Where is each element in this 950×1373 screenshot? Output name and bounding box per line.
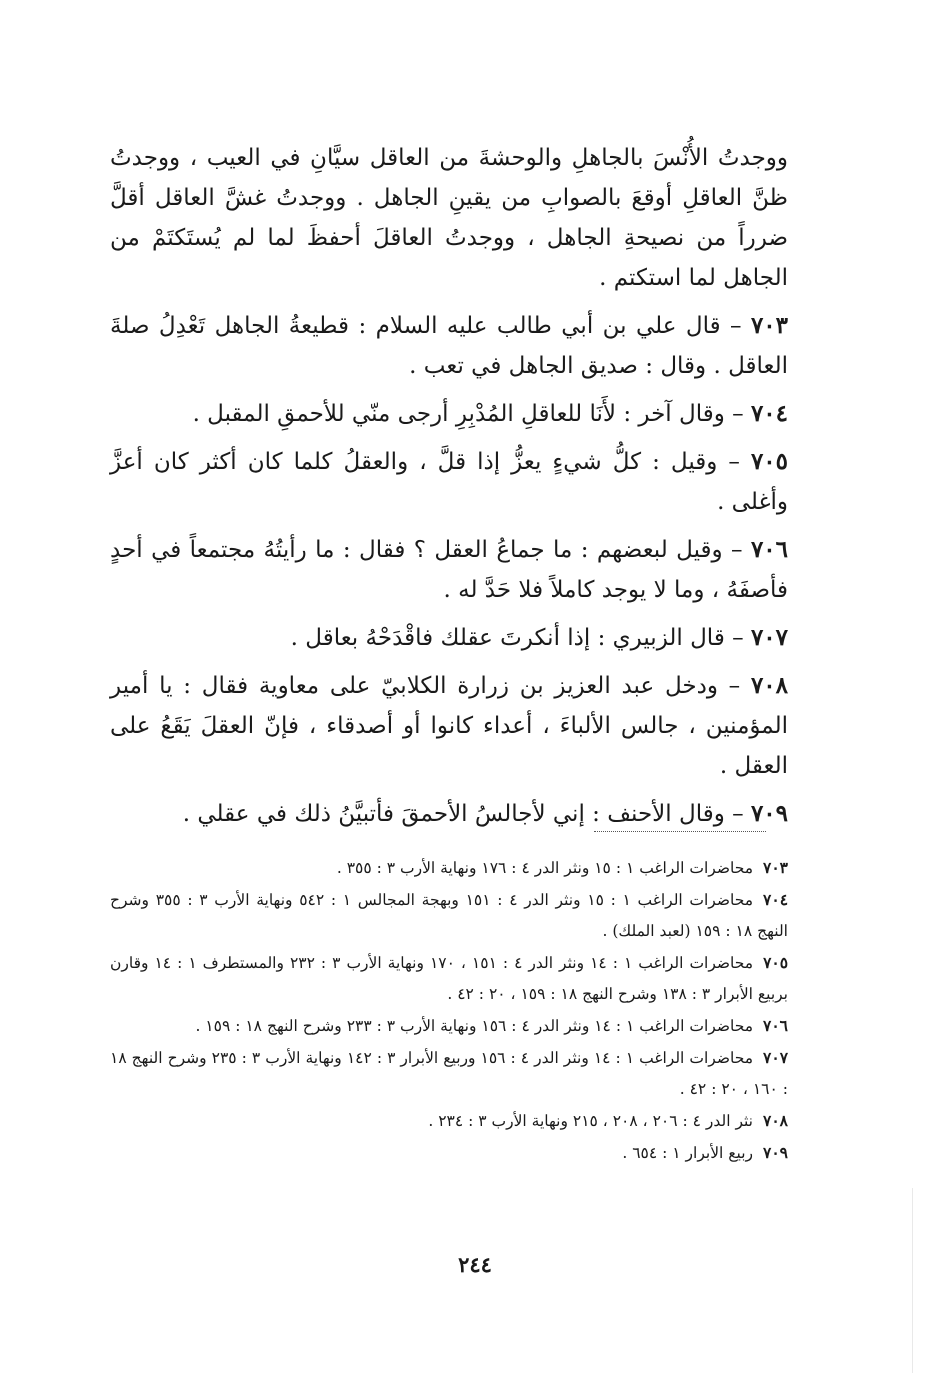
- page-number: ٢٤٤: [458, 1252, 492, 1277]
- footnote-text: محاضرات الراغب ١ : ١٤ ونثر الدر ٤ : ١٥١ ، ١٧٠ ونهاية الأرب ٣ : ٢٣٢ والمستطرف ١ : ١٤ وقارن بربيع الأبرار ٣ : ١٣٨ وشرح النهج ١٨ : ١٥٩ ، ٢٠ : ٤٢ .: [110, 954, 788, 1003]
- paragraph-704: [110, 394, 788, 434]
- paragraph-text: – وقيل لبعضهم : ما جماعُ العقل ؟ فقال : ما رأيتُهُ مجتمعاً في أحدٍ فأصفَهُ ، وما لا يوجد كاملاً فلا حَدَّ له .: [110, 537, 788, 603]
- paragraph-709: [110, 794, 788, 834]
- paragraph-intro: [110, 138, 788, 298]
- paragraph-text: ووجدتُ الأُنْسَ بالجاهلِ والوحشةَ من العاقل سيَّانِ في العيب ، ووجدتُ ظنَّ العاقلِ أوقعَ بالصوابِ من يقينِ الجاهل . ووجدتُ غشَّ العاقل أقلَّ ضرراً من نصيحةِ الجاهل ، ووجدتُ العاقلَ أحفظَ لما لم يُستَكتَمْ من الجاهل لما استكتم .: [110, 145, 788, 291]
- paragraph-703: [110, 306, 788, 386]
- footnote-number: ٧٠٤: [763, 890, 789, 909]
- paragraph-text: – قال الزبيري : إذا أنكرتَ عقلك فاقْدَحْهُ بعاقل .: [290, 625, 744, 651]
- footnote-number: ٧٠٩: [763, 1143, 788, 1162]
- footnote-number: ٧٠٥: [763, 953, 789, 972]
- entry-number: ٧٠٣: [750, 312, 788, 339]
- paragraph-708: [110, 666, 788, 786]
- footnote: [110, 1105, 788, 1137]
- paragraph-text: – وقيل : كلُّ شيءٍ يعزُّ إذا قلَّ ، والعقلُ كلما كان أكثر كان أعزَّ وأغلى .: [110, 449, 788, 515]
- footnote-text: ربيع الأبرار ١ : ٦٥٤ .: [622, 1144, 754, 1162]
- footnote-text: محاضرات الراغب ١ : ١٤ ونثر الدر ٤ : ١٥٦ ونهاية الأرب ٣ : ٢٣٣ وشرح النهج ١٨ : ١٥٩ .: [195, 1017, 754, 1035]
- footnote-number: ٧٠٨: [763, 1111, 788, 1130]
- footnote-number: ٧٠٦: [763, 1016, 788, 1035]
- main-text: [110, 138, 788, 842]
- footnote-text: محاضرات الراغب ١ : ١٥ ونثر الدر ٤ : ١٧٦ ونهاية الأرب ٣ : ٣٥٥ .: [336, 859, 754, 877]
- entry-number: ٧٠٩: [750, 800, 788, 827]
- paragraph-text: – وقال آخر : لأَنَا للعاقلِ المُدْبِرِ أرجى منّي للأحمقِ المقبل .: [192, 401, 744, 427]
- entry-number: ٧٠٦: [750, 536, 788, 563]
- scan-edge-line: [912, 1188, 913, 1373]
- footnote-text: نثر الدر ٤ : ٢٠٦ ، ٢٠٨ ، ٢١٥ ونهاية الأرب ٣ : ٢٣٤ .: [428, 1112, 754, 1130]
- footnote: [110, 1042, 788, 1105]
- footnote: [110, 884, 788, 947]
- entry-number: ٧٠٨: [750, 672, 788, 699]
- footnote-number: ٧٠٧: [763, 1048, 789, 1067]
- entry-number: ٧٠٧: [750, 624, 788, 651]
- footnotes: [110, 852, 788, 1169]
- footnote-text: محاضرات الراغب ١ : ١٥ ونثر الدر ٤ : ١٥١ وبهجة المجالس ١ : ٥٤٢ ونهاية الأرب ٣ : ٣٥٥ وشرح النهج ١٨ : ١٥٩ (لعبد الملك) .: [110, 891, 788, 940]
- footnote-text: محاضرات الراغب ١ : ١٤ ونثر الدر ٤ : ١٥٦ وربيع الأبرار ٣ : ١٤٢ ونهاية الأرب ٣ : ٢٣٥ وشرح النهج ١٨ : ١٦٠ ، ٢٠ : ٤٢ .: [110, 1049, 788, 1098]
- entry-number: ٧٠٥: [750, 448, 789, 475]
- paragraph-text: – وقال الأحنف : إني لأجالسُ الأحمقَ فأتبيَّنُ ذلك في عقلي .: [182, 801, 744, 827]
- paragraph-705: [110, 442, 788, 522]
- paragraph-707: [110, 618, 788, 658]
- footnote: [110, 852, 788, 884]
- footnote: [110, 947, 788, 1010]
- paragraph-706: [110, 530, 788, 610]
- paragraph-text: – ودخل عبد العزيز بن زرارة الكلابيّ على معاوية فقال : يا أمير المؤمنين ، جالس الألباءَ ، أعداء كانوا أو أصدقاء ، فإنّ العقلَ يَقَعُ على العقل .: [110, 673, 788, 779]
- footnote: [110, 1010, 788, 1042]
- footnote: [110, 1137, 788, 1169]
- entry-number: ٧٠٤: [750, 400, 788, 427]
- paragraph-text: – قال علي بن أبي طالب عليه السلام : قطيعةُ الجاهل تَعْدِلُ صلةَ العاقل . وقال : صديق الجاهل في تعب .: [110, 313, 788, 379]
- footnote-number: ٧٠٣: [763, 858, 788, 877]
- footnote-separator: [594, 831, 766, 832]
